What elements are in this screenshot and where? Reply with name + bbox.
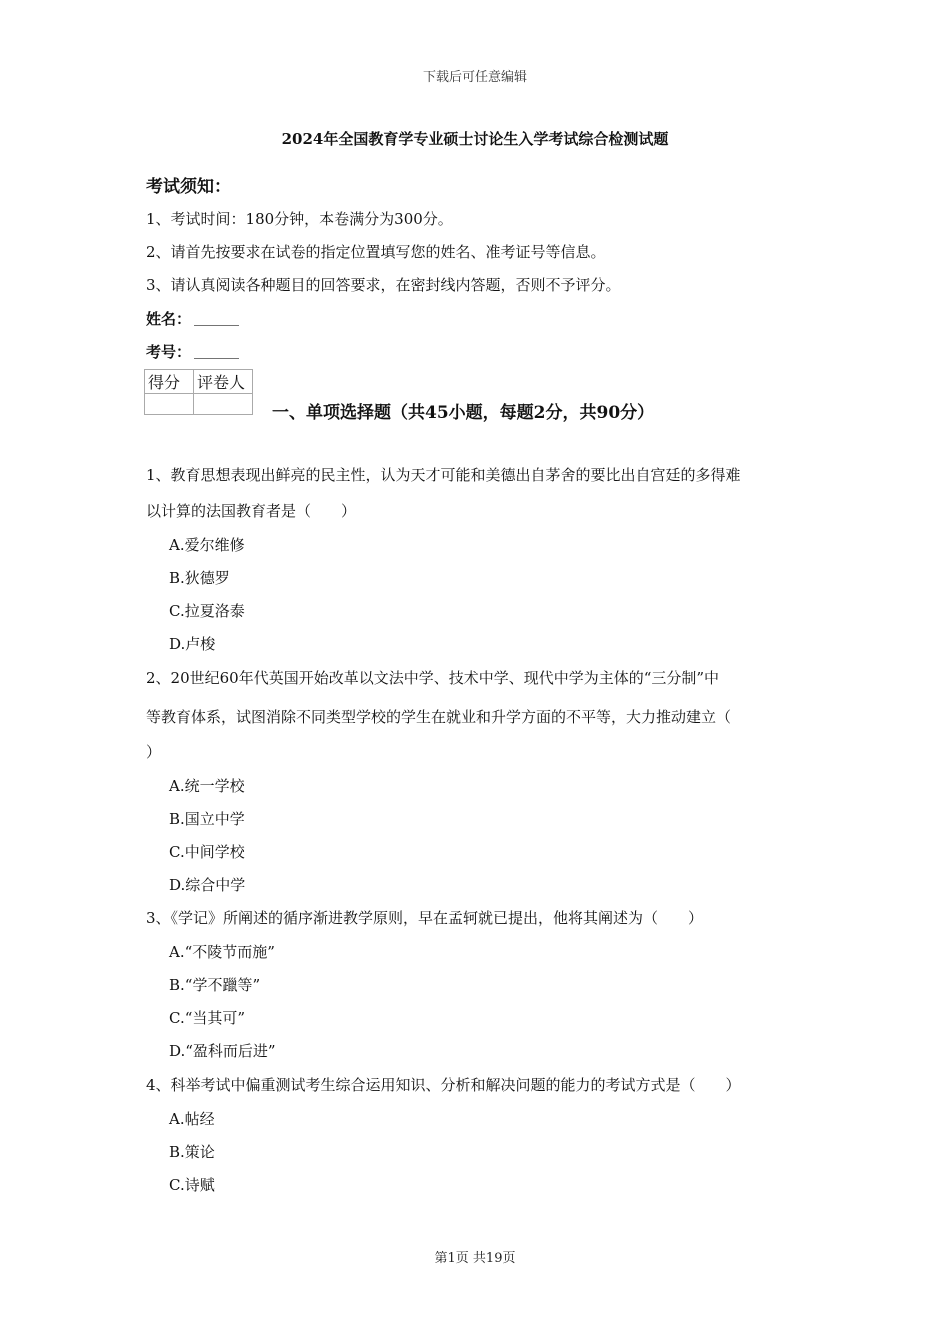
question-2-option-b: B.国立中学 [169,810,245,828]
page-footer: 第1页 共19页 [434,1251,516,1266]
name-label: 姓名： [146,310,192,328]
name-blank: ______ [194,308,239,326]
question-1-option-c: C.拉夏洛泰 [169,602,245,620]
notice-item-3: 3、请认真阅读各种题目的回答要求，在密封线内答题，否则不予评分。 [146,276,621,294]
question-3-option-b: B.“学不躐等” [169,976,261,994]
question-1-line-2: 以计算的法国教育者是（ ） [146,502,357,520]
question-1-line-1: 1、教育思想表现出鲜亮的民主性，认为天才可能和美德出自茅舍的要比出自宫廷的多得难 [146,466,741,484]
notice-item-2: 2、请首先按要求在试卷的指定位置填写您的姓名、准考证号等信息。 [146,243,606,261]
question-4-line-1: 4、科举考试中偏重测试考生综合运用知识、分析和解决问题的能力的考试方式是（ ） [146,1076,741,1094]
question-2-option-d: D.综合中学 [169,876,246,894]
section-title: 一、单项选择题（共45小题，每题2分，共90分） [272,403,655,423]
question-2-option-c: C.中间学校 [169,843,245,861]
grader-cell [194,394,253,415]
question-3-line-1: 3、《学记》所阐述的循序渐进教学原则，早在孟轲就已提出，他将其阐述为（ ） [146,909,704,927]
notice-item-1: 1、考试时间：180分钟，本卷满分为300分。 [146,210,453,228]
score-header: 得分 [145,370,194,394]
question-2-option-a: A.统一学校 [169,777,245,795]
question-1-option-a: A.爱尔维修 [169,536,245,554]
question-1-option-b: B.狄德罗 [169,569,230,587]
id-label: 考号： [146,343,192,361]
question-3-option-d: D.“盈科而后进” [169,1042,276,1060]
question-4-option-a: A.帖经 [169,1110,215,1128]
page-header: 下载后可任意编辑 [422,70,527,85]
score-cell [145,394,194,415]
question-1-option-d: D.卢梭 [169,635,216,653]
question-2-line-3: ） [146,743,162,761]
question-3-option-c: C.“当其可” [169,1009,246,1027]
score-table [144,369,253,415]
question-2-line-1: 2、20世纪60年代英国开始改革以文法中学、技术中学、现代中学为主体的“三分制”中 [146,669,720,687]
question-4-option-b: B.策论 [169,1143,215,1161]
notice-heading: 考试须知： [146,177,231,197]
id-blank: ______ [194,341,239,359]
question-2-line-2: 等教育体系，试图消除不同类型学校的学生在就业和升学方面的不平等，大力推动建立（ [146,708,732,726]
grader-header: 评卷人 [194,370,253,394]
question-3-option-a: A.“不陵节而施” [169,943,275,961]
exam-title: 2024年全国教育学专业硕士讨论生入学考试综合检测试题 [281,130,669,148]
question-4-option-c: C.诗赋 [169,1176,215,1194]
